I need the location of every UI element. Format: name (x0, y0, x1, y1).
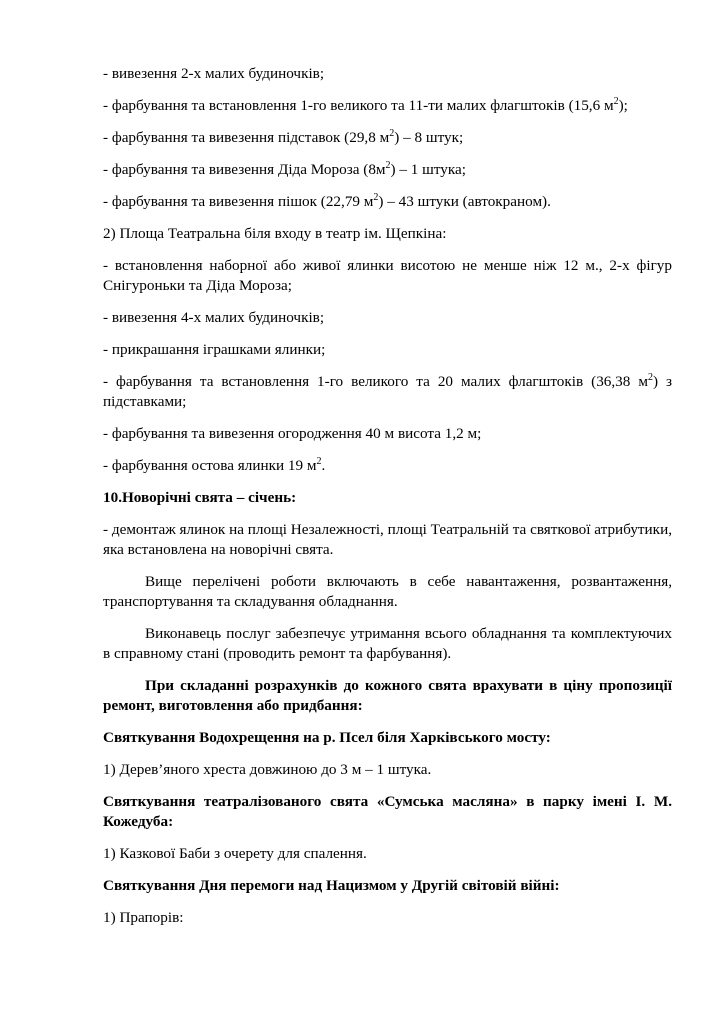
holiday-maslyana-item: 1) Казкової Баби з очерету для спалення. (103, 845, 367, 862)
line-paint-santa (103, 160, 672, 180)
line-paint-flagpoles (103, 96, 672, 116)
line-remove-4-houses (103, 308, 672, 328)
line-paint-tree-frame (103, 456, 672, 476)
line-text: 2) Площа Театральна біля входу в театр ім. Щепкіна: (103, 225, 447, 242)
line-remove-houses (103, 64, 672, 84)
section-10-heading: 10.Новорічні свята – січень: (103, 489, 297, 506)
line-text: ) – 8 штук; (394, 129, 464, 146)
line-text: - вивезення 4-х малих будиночків; (103, 309, 325, 326)
line-paint-fence (103, 424, 672, 444)
line-text: . (321, 457, 326, 474)
holiday-epiphany-heading: Святкування Водохрещення на р. Псел біля Харківського мосту: (103, 729, 551, 746)
superscript: 2 (373, 191, 379, 203)
line-text: - фарбування та встановлення 1-го великого та 20 малих флагштоків (36,38 м (103, 373, 648, 390)
section-10-item: - демонтаж ялинок на площі Незалежності, площі Театральній та святкової атрибутики, яка встановлена на новорічні свята. (103, 521, 672, 558)
line-install-tree (103, 256, 672, 296)
line-text: - фарбування та вивезення підставок (29,8 м (103, 129, 390, 146)
paragraph-contractor: Виконавець послуг забезпечує утримання всього обладнання та комплектуючих в справному стані (проводить ремонт та фарбування). (103, 625, 672, 662)
line-paint-stands (103, 128, 672, 148)
holiday-victory-heading: Святкування Дня перемоги над Нацизмом у Другій світовій війні: (103, 877, 560, 894)
line-paint-20-flagpoles (103, 372, 672, 412)
line-text: ) – 43 штуки (автокраном). (378, 193, 551, 210)
superscript: 2 (385, 159, 391, 171)
holiday-maslyana-heading: Святкування театралізованого свята «Сумська масляна» в парку імені І. М. Кожедуба: (103, 793, 672, 830)
line-decorate-tree (103, 340, 672, 360)
document-body (103, 64, 672, 940)
line-text: - фарбування та встановлення 1-го великого та 11-ти малих флагштоків (15,6 м (103, 97, 614, 114)
superscript: 2 (389, 127, 395, 139)
line-paint-pawns (103, 192, 672, 212)
line-theatre-square (103, 224, 672, 244)
line-text: - фарбування та вивезення огородження 40 м висота 1,2 м; (103, 425, 482, 442)
superscript: 2 (316, 455, 322, 467)
superscript: 2 (647, 371, 653, 383)
line-text: - фарбування та вивезення Діда Мороза (8м (103, 161, 386, 178)
line-text: ); (618, 97, 628, 114)
line-text: ) – 1 штука; (390, 161, 467, 178)
holiday-victory-item: 1) Прапорів: (103, 909, 184, 926)
line-text: - прикрашання іграшками ялинки; (103, 341, 326, 358)
line-text: ) з підставками; (103, 373, 672, 410)
paragraph-works-include: Вище перелічені роботи включають в себе навантаження, розвантаження, транспортування та складування обладнання. (103, 573, 672, 610)
superscript: 2 (613, 95, 619, 107)
line-text: - встановлення наборної або живої ялинки висотою не менше ніж 12 м., 2-х фігур Снігуроньки та Діда Мороза; (103, 257, 672, 294)
holiday-epiphany-item: 1) Дерев’яного хреста довжиною до 3 м – 1 штука. (103, 761, 432, 778)
paragraph-calculations: При складанні розрахунків до кожного свята врахувати в ціну пропозиції ремонт, виготовлення або придбання: (103, 677, 672, 714)
line-text: - фарбування остова ялинки 19 м (103, 457, 317, 474)
line-text: - вивезення 2-х малих будиночків; (103, 65, 325, 82)
line-text: - фарбування та вивезення пішок (22,79 м (103, 193, 374, 210)
